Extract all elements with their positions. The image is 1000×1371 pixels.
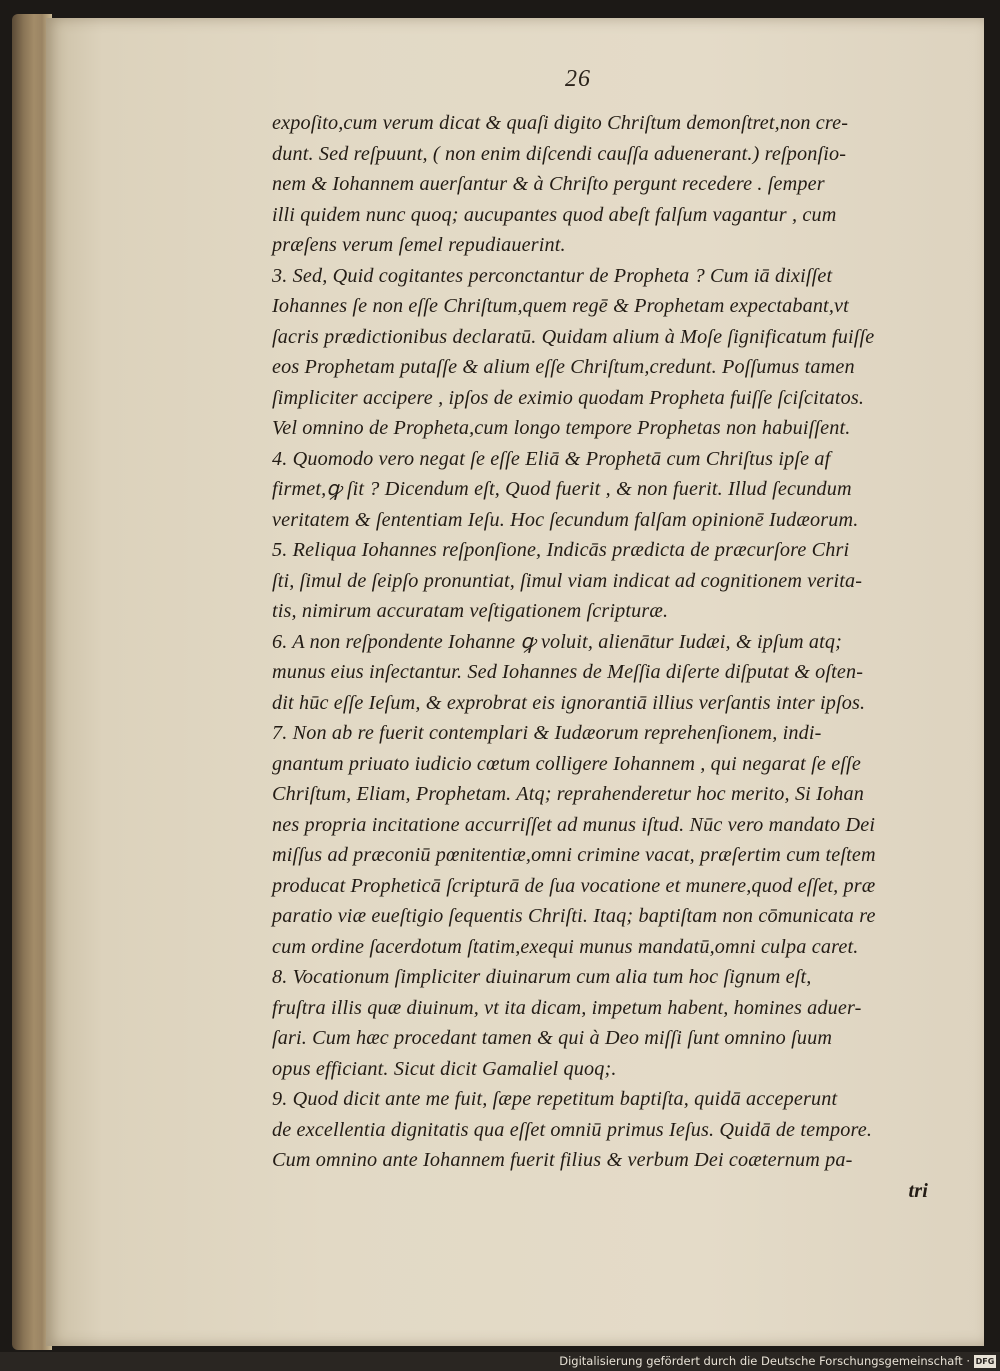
text-line: 9. Quod dicit ante me fuit, ſæpe repetitum baptiſta, quidā acceperunt (272, 1088, 838, 1110)
text-line: nem & Iohannem auerſantur & à Chriſto pergunt recedere . ſemper (272, 173, 825, 195)
text-line: præſens verum ſemel repudiauerint. (272, 234, 566, 256)
dfg-logo: DFG (975, 1357, 995, 1366)
footer-bar (0, 1352, 1000, 1371)
text-line: miſſus ad præconiū pœnitentiæ,omni crimine vacat, præſertim cum teſtem (272, 844, 876, 866)
text-line: illi quidem nunc quoq; aucupantes quod abeſt falſum vagantur , cum (272, 203, 837, 226)
text-line: ſari. Cum hæc procedant tamen & qui à Deo miſſi ſunt omnino ſuum (272, 1027, 833, 1049)
text-line: Iohannes ſe non eſſe Chriſtum,quem regē & Prophetam expectabant,vt (272, 295, 849, 317)
text-line: firmet,ꝙ ſit ? Dicendum eſt, Quod fuerit , & non fuerit. Illud ſecundum (272, 478, 852, 500)
text-line: cum ordine ſacerdotum ſtatim,exequi munus mandatū,omni culpa caret. (272, 935, 859, 958)
text-line: opus efficiant. Sicut dicit Gamaliel quoq;. (272, 1057, 617, 1080)
text-line: Vel omnino de Propheta,cum longo tempore Prophetas non habuiſſent. (272, 417, 851, 439)
text-line: 6. A non reſpondente Iohanne ꝙ voluit, alienātur Iudæi, & ipſum atq; (272, 630, 842, 653)
catchword: tri (908, 1179, 928, 1202)
text-block (272, 108, 932, 1202)
text-line: 4. Quomodo vero negat ſe eſſe Eliā & Prophetā cum Chriſtus ipſe af (272, 447, 831, 470)
text-line: Cum omnino ante Iohannem fuerit filius & verbum Dei coæternum pa- (272, 1149, 853, 1171)
text-line: fruſtra illis quæ diuinum, vt ita dicam, impetum habent, homines aduer- (272, 996, 862, 1019)
text-line: dunt. Sed reſpuunt, ( non enim diſcendi cauſſa aduenerant.) reſponſio- (272, 142, 847, 165)
text-line: expoſito,cum verum dicat & quaſi digito Chriſtum demonſtret,non cre- (272, 112, 849, 134)
text-line: Chriſtum, Eliam, Prophetam. Atq; reprahenderetur hoc merito, Si Iohan (272, 783, 864, 805)
page-number: 26 (565, 66, 591, 92)
text-line: gnantum priuato iudicio cœtum colligere Iohannem , qui negarat ſe eſſe (272, 752, 861, 775)
text-line: nes propria incitatione accurriſſet ad munus iſtud. Nūc vero mandato Dei (272, 813, 876, 836)
text-line: veritatem & ſententiam Ieſu. Hoc ſecundum falſam opinionē Iudæorum. (272, 508, 859, 531)
text-line: 3. Sed, Quid cogitantes perconctantur de Propheta ? Cum iā dixiſſet (272, 264, 833, 287)
text-line: paratio viæ eueſtigio ſequentis Chriſti. Itaq; baptiſtam non cōmunicata re (272, 905, 876, 927)
text-line: munus eius inſectantur. Sed Iohannes de Meſſia diſerte diſputat & oſten- (272, 661, 864, 683)
text-line: 5. Reliqua Iohannes reſponſione, Indicās prædicta de præcurſore Chri (272, 539, 850, 561)
text-line: ſti, ſimul de ſeipſo pronuntiat, ſimul viam indicat ad cognitionem verita- (272, 569, 863, 592)
text-line: dit hūc eſſe Ieſum, & exprobrat eis ignorantiā illius verſantis inter ipſos. (272, 691, 866, 714)
text-line: eos Prophetam putaſſe & alium eſſe Chriſtum,credunt. Poſſumus tamen (272, 356, 855, 378)
text-line: tis, nimirum accuratam veſtigationem ſcripturæ. (272, 600, 669, 622)
footer-credit: Digitalisierung gefördert durch die Deutsche Forschungsgemeinschaft · (559, 1354, 970, 1368)
text-line: 8. Vocationum ſimpliciter diuinarum cum alia tum hoc ſignum eſt, (272, 966, 812, 988)
text-line: ſacris prædictionibus declaratū. Quidam alium à Moſe ſignificatum fuiſſe (272, 325, 875, 348)
text-line: ſimpliciter accipere , ipſos de eximio quodam Propheta fuiſſe ſciſcitatos. (272, 386, 865, 409)
text-line: de excellentia dignitatis qua eſſet omniū primus Ieſus. Quidā de tempore. (272, 1118, 873, 1141)
text-line: 7. Non ab re fuerit contemplari & Iudæorum reprehenſionem, indi- (272, 722, 822, 744)
text-line: producat Propheticā ſcripturā de ſua vocatione et munere,quod eſſet, præ (272, 874, 876, 897)
